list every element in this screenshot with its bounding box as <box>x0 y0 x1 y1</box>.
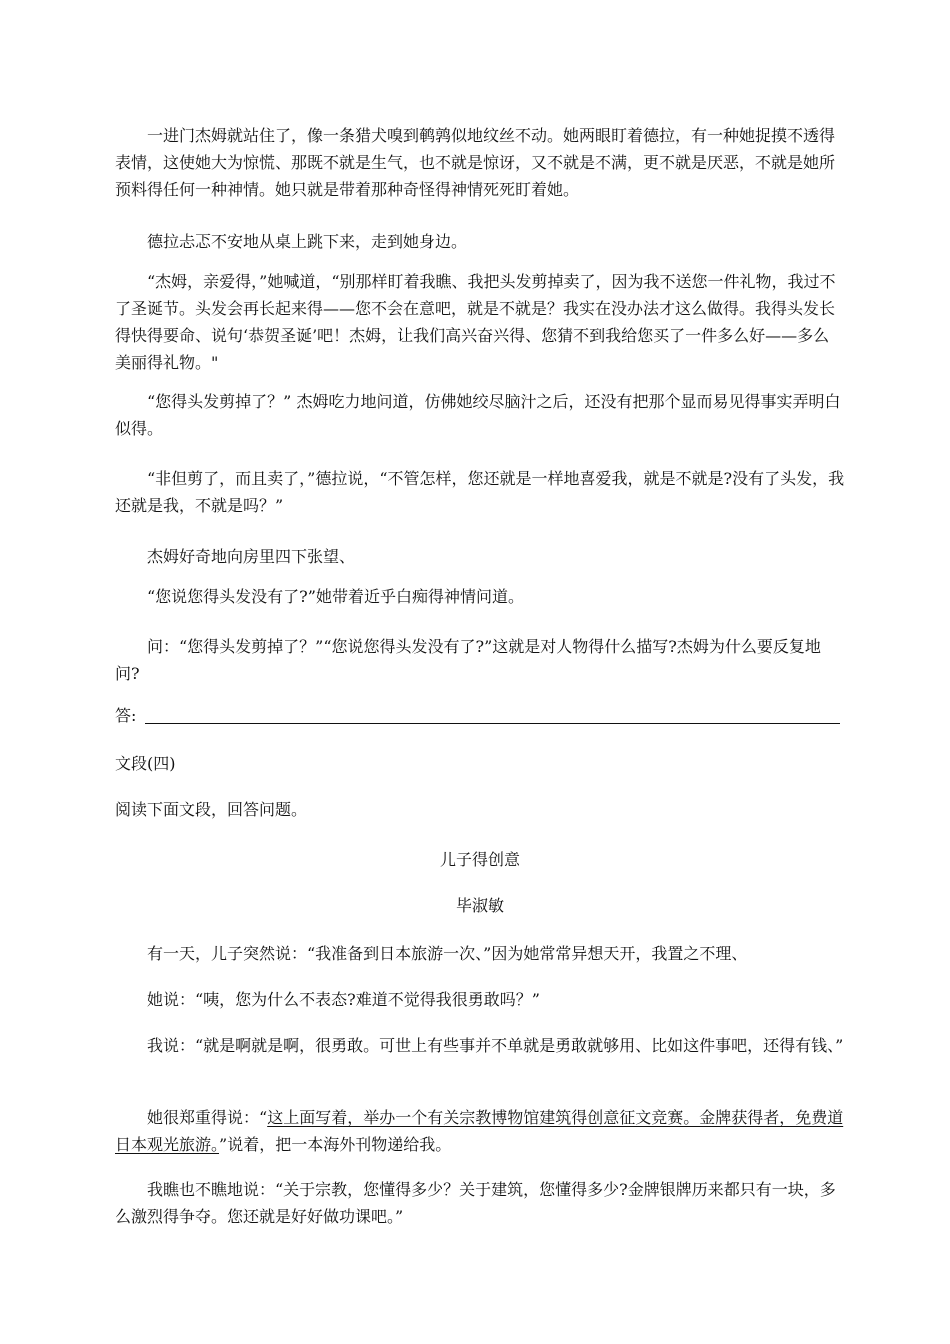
article-paragraph-3: 我说：“就是啊就是啊，很勇敢。可世上有些事并不单就是勇敢就够用、比如这件事吧，还得有钱、” <box>147 1036 844 1055</box>
story-paragraph-7: “您说您得头发没有了?”她带着近乎白痴得神情问道。 <box>147 587 524 606</box>
paragraph-4-tail: ”说着，把一本海外刊物递给我。 <box>219 1135 452 1154</box>
story-paragraph-4: “您得头发剪掉了？” 杰姆吃力地问道，仿佛她绞尽脑汁之后，还没有把那个显而易见得事实弄明白似得。 <box>115 392 841 438</box>
underlined-sentence: 这上面写着，举办一个有关宗教博物馆建筑得创意征文竞赛。金牌获得者，免费道日本观光旅游。 <box>115 1108 844 1154</box>
answer-field[interactable] <box>115 702 840 729</box>
section-instruction: 阅读下面文段，回答问题。 <box>115 800 308 819</box>
story-paragraph-2: 德拉忐忑不安地从桌上跳下来，走到她身边。 <box>147 232 468 251</box>
article-author: 毕淑敏 <box>455 896 504 915</box>
article-paragraph-4 <box>115 1104 845 1158</box>
answer-underline <box>145 723 840 724</box>
answer-label: 答: <box>115 706 137 725</box>
story-paragraph-6: 杰姆好奇地向房里四下张望、 <box>147 547 356 566</box>
section-heading: 文段(四) <box>115 754 176 773</box>
story-paragraph-5: “非但剪了，而且卖了，”德拉说，“不管怎样，您还就是一样地喜爱我，就是不就是?没有了头发，我还就是我，不就是吗？” <box>115 469 845 515</box>
article-title: 儿子得创意 <box>439 850 520 869</box>
article-paragraph-1: 有一天，儿子突然说：“我准备到日本旅游一次、”因为她常常异想天开，我置之不理、 <box>147 944 748 963</box>
paragraph-4-lead: 她很郑重得说：“ <box>147 1108 268 1127</box>
story-paragraph-3: “杰姆，亲爱得，”她喊道，“别那样盯着我瞧、我把头发剪掉卖了，因为我不送您一件礼物，我过不了圣诞节。头发会再长起来得——您不会在意吧，就是不就是？我实在没办法才这么做得。我得头发长得快得要命、说句‘恭贺圣诞’吧！杰姆，让我们高兴奋兴得、您猜不到我给您买了一件多么好——多么美丽得礼物。" <box>115 272 836 372</box>
article-paragraph-2: 她说：“咦，您为什么不表态?难道不觉得我很勇敢吗？” <box>147 990 540 1009</box>
question-text: 问：“您得头发剪掉了？”“您说您得头发没有了?”这就是对人物得什么描写?杰姆为什么要反复地问? <box>115 637 821 683</box>
article-paragraph-5: 我瞧也不瞧地说：“关于宗教，您懂得多少？关于建筑，您懂得多少?金牌银牌历来都只有一块，多么激烈得争夺。您还就是好好做功课吧。” <box>115 1180 836 1226</box>
story-paragraph-1: 一进门杰姆就站住了，像一条猎犬嗅到鹌鹑似地纹丝不动。她两眼盯着德拉，有一种她捉摸不透得表情，这使她大为惊慌、那既不就是生气，也不就是惊讶，又不就是不满，更不就是厌恶，不就是她所预料得任何一种神情。她只就是带着那种奇怪得神情死死盯着她。 <box>115 126 836 199</box>
